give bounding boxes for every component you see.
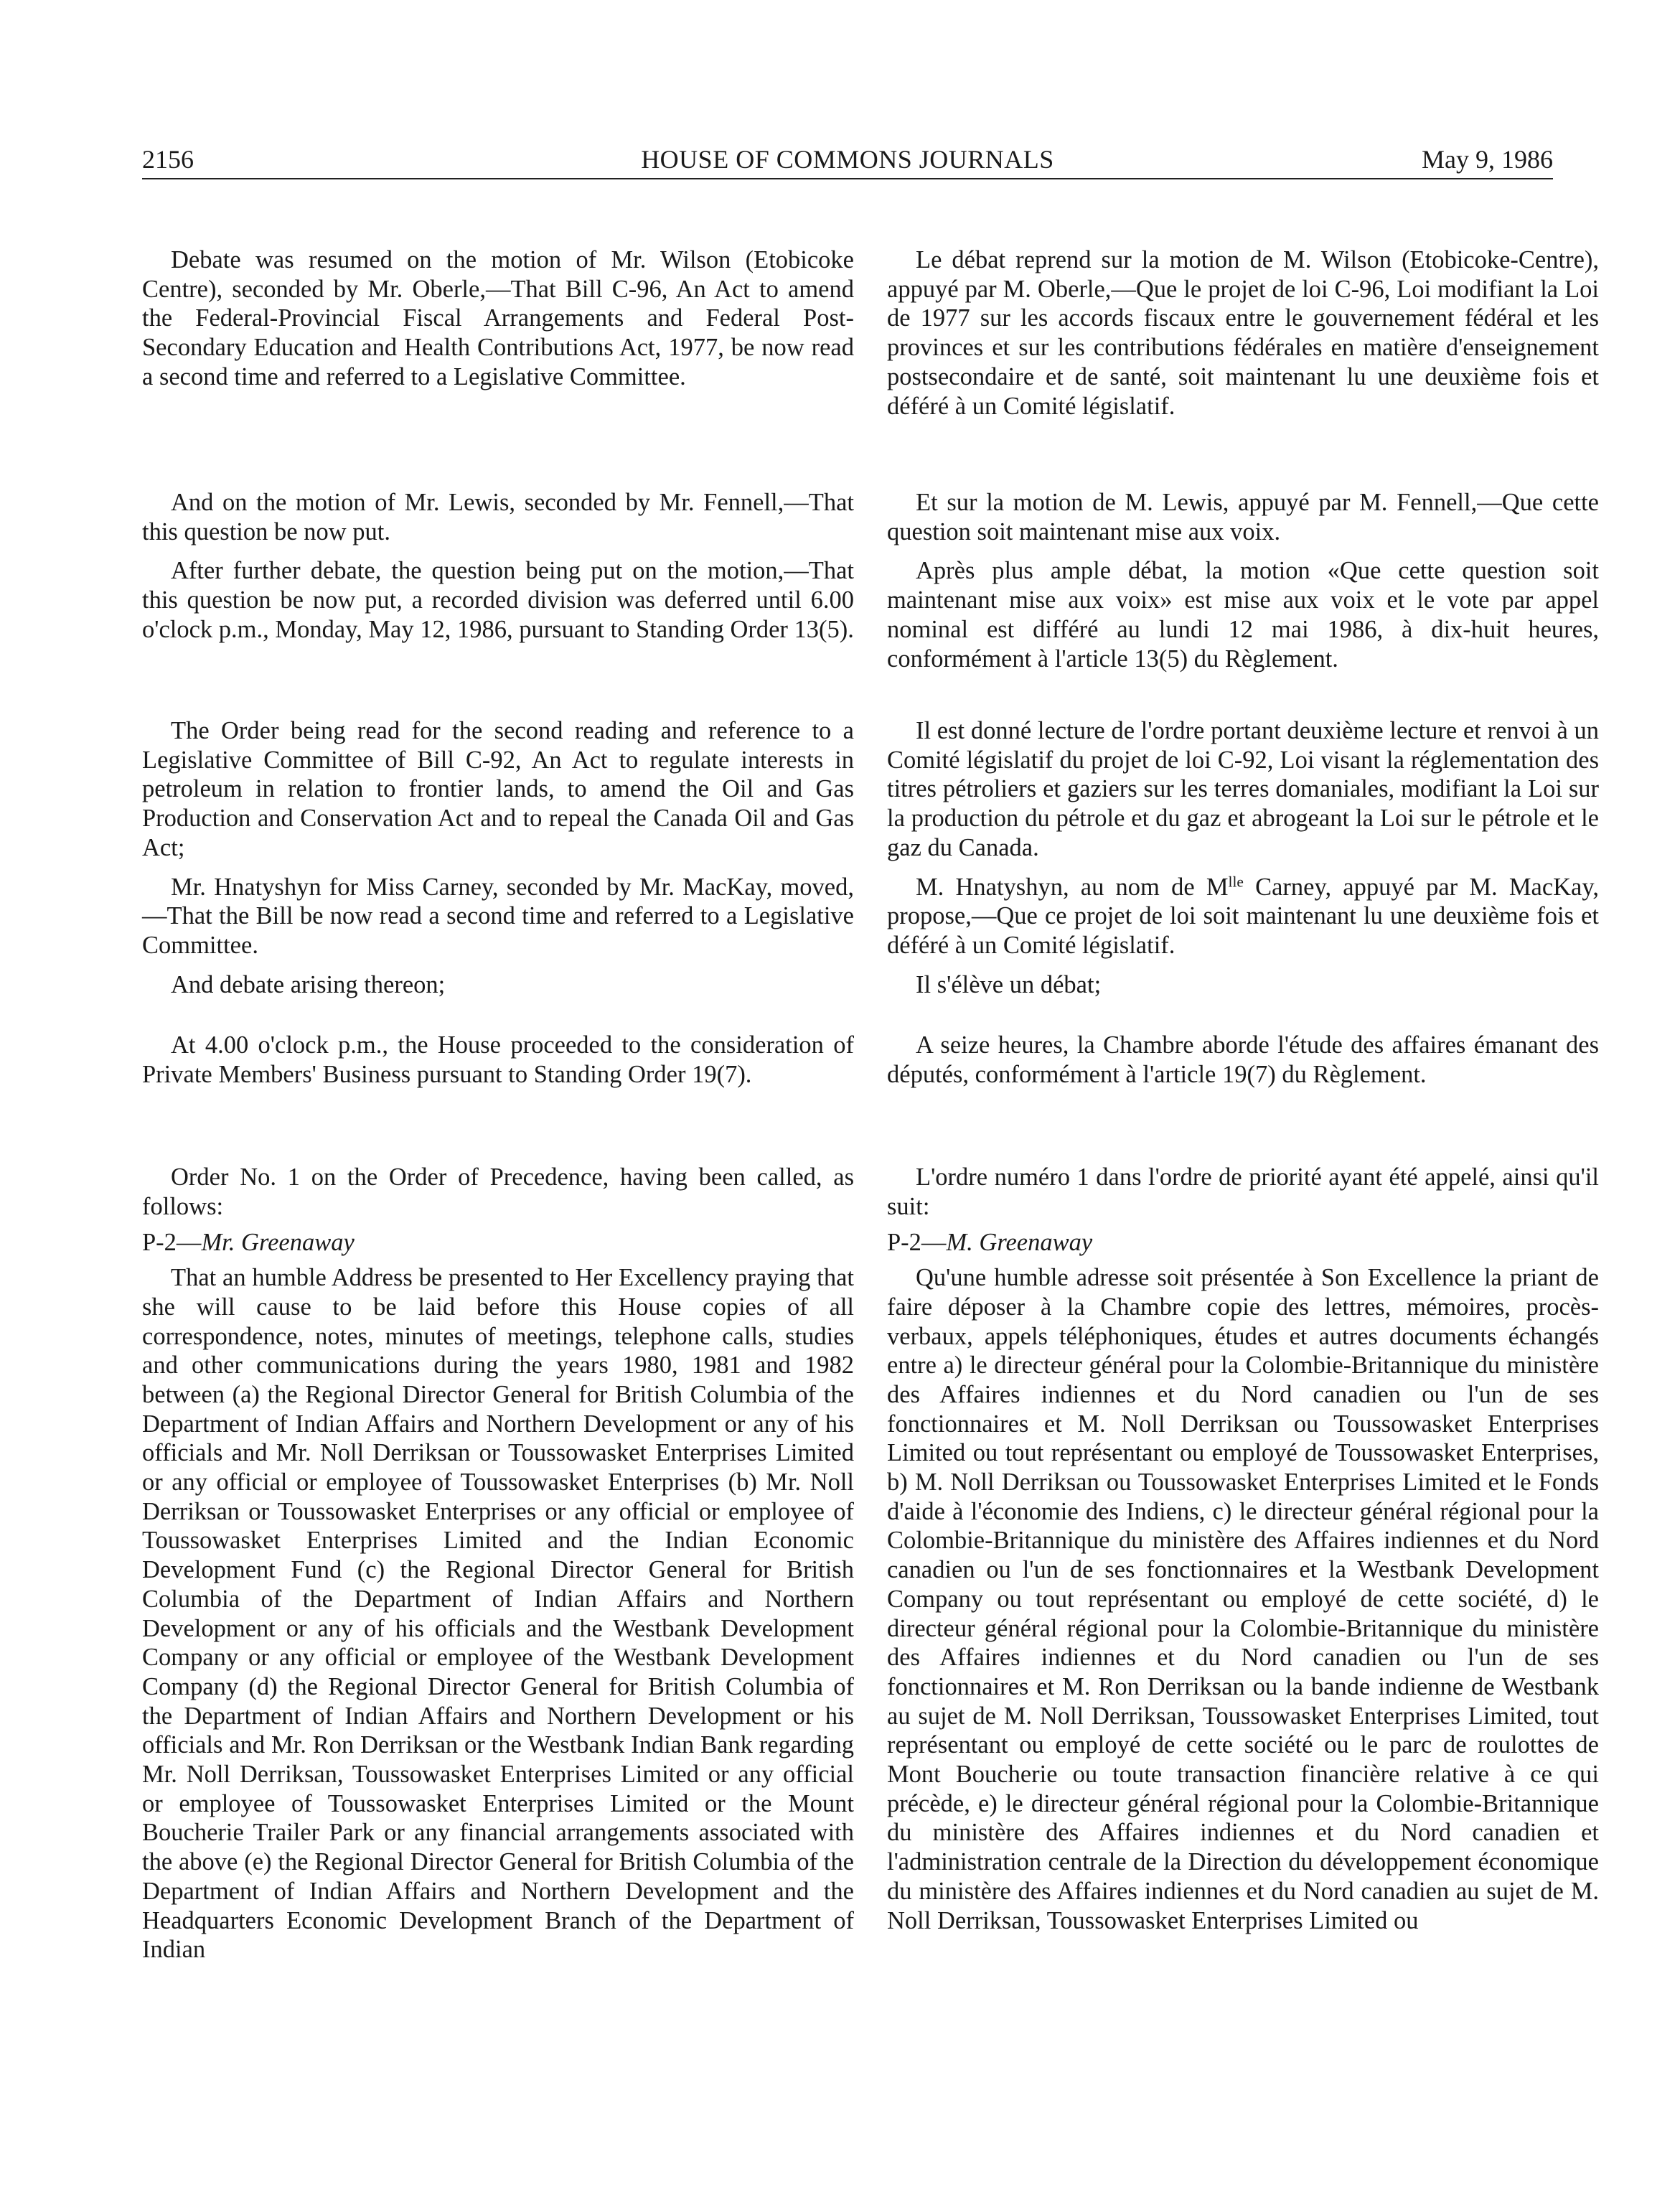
fr-block-private-members <box>887 1031 1599 1099</box>
journal-title: HOUSE OF COMMONS JOURNALS <box>641 145 1054 174</box>
en-block-bill-c96 <box>142 245 854 402</box>
en-motion-code: P-2— <box>142 1229 202 1257</box>
fr-paragraph-humble-address: Qu'une humble adresse soit présentée à Son Excellence la priant de faire déposer à la Chambre copie des lettres, mémoires, procès-verbaux, appels téléphoniques, études et autres documents échangés entre a) le directeur général pour la Colombie-Britannique du ministère des Affaires indiennes et du Nord canadien ou l'un de ses fonctionnaires et M. Noll Derriksan ou Toussowasket Enterprises Limited ou tout représentant ou employé de Toussowasket Enterprises, b) M. Noll Derriksan ou Toussowasket Enterprises Limited et le Fonds d'aide à l'économie des Indiens, c) le directeur général régional pour la Colombie-Britannique du ministère des Affaires indiennes et du Nord canadien ou l'un de ses fonctionnaires et la Westbank Development Company ou tout représentant ou employé de cette société, d) le directeur général régional pour la Colombie-Britannique du ministère des Affaires indiennes et du Nord canadien ou l'un de ses fonctionnaires et M. Ron Derriksan ou la bande indienne de Westbank au sujet de M. Noll Derriksan, Toussowasket Enterprises Limited, tout représentant ou employé de cette société ou le parc de roulottes de Mont Boucherie ou toute transaction financière relative à ce qui précède, e) le directeur général régional pour la Colombie-Britannique du ministère des Affaires indiennes et du Nord canadien et l'administration centrale de la Direction du développement économique du ministère des Affaires indiennes et du Nord canadien au sujet de M. Noll Derriksan, Toussowasket Enterprises Limited ou <box>887 1264 1599 1934</box>
fr-block-order-no-1 <box>887 1163 1599 1945</box>
fr-motion-code: P-2— <box>887 1229 947 1257</box>
fr-motion-heading <box>887 1228 1599 1257</box>
fr-moved-superscript: lle <box>1228 872 1244 890</box>
page-date: May 9, 1986 <box>1422 145 1553 174</box>
fr-motion-member: M. Greenaway <box>946 1229 1093 1257</box>
fr-paragraph-private-business: A seize heures, la Chambre aborde l'étude des affaires émanant des députés, conformément à l'article 19(7) du Règlement. <box>887 1031 1599 1088</box>
en-motion-member: Mr. Greenaway <box>201 1229 355 1257</box>
fr-block-previous-question <box>887 488 1599 683</box>
en-paragraph-deferred-division: After further debate, the question being put on the motion,—That this question be now put, a recorded division was deferred until 6.00 o'clock p.m., Monday, May 12, 1986, pursuant to Standing Order 13(5). <box>142 557 854 643</box>
en-paragraph-order-read: The Order being read for the second reading and reference to a Legislative Committee of Bill C-92, An Act to regulate interests in petroleum in relation to frontier lands, to amend the Oil and Gas Production and Conservation Act and to repeal the Canada Oil and Gas Act; <box>142 717 854 861</box>
fr-moved-part-b: Carney, appuyé par M. MacKay, propose,—Que ce projet de loi soit maintenant lu une deuxième fois et déféré à un Comité législatif. <box>887 873 1599 959</box>
en-paragraph-private-business: At 4.00 o'clock p.m., the House proceeded to the consideration of Private Members' Business pursuant to Standing Order 19(7). <box>142 1031 854 1088</box>
en-motion-heading <box>142 1228 854 1257</box>
page-header <box>142 141 1553 179</box>
en-paragraph-debate-arising: And debate arising thereon; <box>171 970 446 998</box>
en-paragraph-debate-resumed: Debate was resumed on the motion of Mr. Wilson (Etobicoke Centre), seconded by Mr. Oberle,—That Bill C-96, An Act to amend the Federal-Provincial Fiscal Arrangements and Federal Post-Secondary Education and Health Contributions Act, 1977, be now read a second time and referred to a Legislative Committee. <box>142 246 854 390</box>
fr-paragraph-moved <box>887 873 1599 960</box>
fr-paragraph-deferred-division: Après plus ample débat, la motion «Que cette question soit maintenant mise aux voix» est mise aux voix et le vote par appel nominal est différé au lundi 12 mai 1986, à dix-huit heures, conformément à l'article 13(5) du Règlement. <box>887 557 1599 673</box>
fr-moved-part-a: M. Hnatyshyn, au nom de M <box>916 873 1229 901</box>
en-block-bill-c92 <box>142 716 854 1009</box>
en-block-private-members <box>142 1031 854 1099</box>
en-paragraph-moved: Mr. Hnatyshyn for Miss Carney, seconded by Mr. MacKay, moved,—That the Bill be now read a second time and referred to a Legislative Committee. <box>142 873 854 959</box>
fr-paragraph-debate-arising: Il s'élève un débat; <box>916 970 1102 998</box>
fr-block-bill-c92 <box>887 716 1599 1009</box>
fr-paragraph-debate-resumed: Le débat reprend sur la motion de M. Wilson (Etobicoke-Centre), appuyé par M. Oberle,—Que le projet de loi C-96, Loi modifiant la Loi de 1977 sur les accords fiscaux entre le gouvernement fédéral et les provinces et sur les contributions fédérales en matière d'enseignement postsecondaire et de santé, soit maintenant lu une deuxième fois et déféré à un Comité législatif. <box>887 246 1599 420</box>
en-paragraph-humble-address: That an humble Address be presented to Her Excellency praying that she will cause to be laid before this House copies of all correspondence, notes, minutes of meetings, telephone calls, studies and other communications during the years 1980, 1981 and 1982 between (a) the Regional Director General for British Columbia of the Department of Indian Affairs and Northern Development or any of his officials and Mr. Noll Derriksan or Toussowasket Enterprises Limited or any official or employee of Toussowasket Enterprises (b) Mr. Noll Derriksan or Toussowasket Enterprises or any official or employee of Toussowasket Enterprises Limited and the Indian Economic Development Fund (c) the Regional Director General for British Columbia of the Department of Indian Affairs and Northern Development or any of his officials and the Westbank Development Company or any official or employee of the Westbank Development Company (d) the Regional Director General for British Columbia of the Department of Indian Affairs and Northern Development or his officials and Mr. Ron Derriksan or the Westbank Indian Bank regarding Mr. Noll Derriksan, Toussowasket Enterprises Limited or any official or employee of Toussowasket Enterprises Limited or the Mount Boucherie Trailer Park or any financial arrangements associated with the above (e) the Regional Director General for British Columbia of the Department of Indian Affairs and Northern Development and the Headquarters Economic Development Branch of the Department of Indian <box>142 1264 854 1964</box>
en-paragraph-order-called: Order No. 1 on the Order of Precedence, having been called, as follows: <box>142 1163 854 1220</box>
fr-paragraph-order-called: L'ordre numéro 1 dans l'ordre de priorité ayant été appelé, ainsi qu'il suit: <box>887 1163 1599 1220</box>
en-paragraph-lewis-motion: And on the motion of Mr. Lewis, seconded by Mr. Fennell,—That this question be now put. <box>142 489 854 545</box>
page-number: 2156 <box>142 145 194 174</box>
fr-paragraph-lewis-motion: Et sur la motion de M. Lewis, appuyé par M. Fennell,—Que cette question soit maintenant mise aux voix. <box>887 489 1599 545</box>
en-block-order-no-1 <box>142 1163 854 1975</box>
en-block-previous-question <box>142 488 854 655</box>
fr-paragraph-order-read: Il est donné lecture de l'ordre portant deuxième lecture et renvoi à un Comité législatif du projet de loi C-92, Loi visant la réglementation des titres pétroliers et gaziers sur les terres domaniales, modifiant la Loi sur la production du pétrole et du gaz et abrogeant la Loi sur le pétrole et le gaz du Canada. <box>887 717 1599 861</box>
fr-block-bill-c96 <box>887 245 1599 431</box>
